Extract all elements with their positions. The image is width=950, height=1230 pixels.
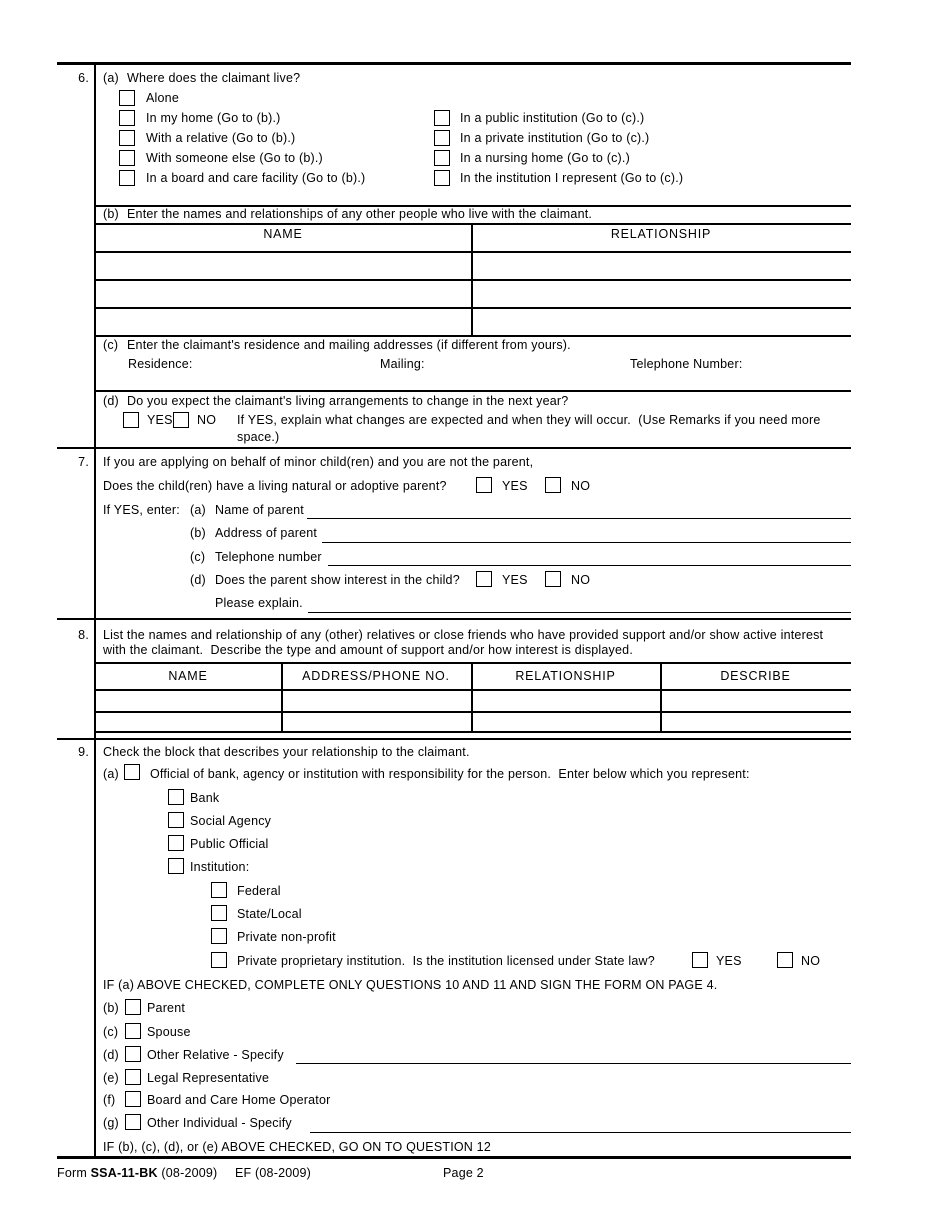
q6d-letter: (d) [103,394,119,408]
q9e-letter: (e) [103,1071,119,1085]
q7c-letter: (c) [190,550,206,564]
q8-cell-name-row1[interactable] [96,690,280,710]
q7-parent-no-label: NO [571,479,591,493]
q6c-mailing-field[interactable] [432,355,617,373]
q9-top-line [57,738,851,740]
q6a-public-institution-checkbox[interactable] [434,110,450,126]
q8-cell-address-row2[interactable] [283,712,470,730]
q7-parent-no-checkbox[interactable] [545,477,561,493]
q9a-private-nonprofit-label: Private non-profit [237,930,336,944]
q6b-cell-relationship-row3[interactable] [473,308,850,334]
q6a-letter: (a) [103,71,119,85]
q6a-relative-checkbox[interactable] [119,130,135,146]
q6a-private-institution-checkbox[interactable] [434,130,450,146]
q7c-telephone-number-line[interactable] [328,565,851,566]
q8-top-line [57,618,851,620]
q6a-relative-label: With a relative (Go to (b).) [146,131,296,145]
q7d-label: Does the parent show interest in the child? [215,573,460,587]
q7-line2: Does the child(ren) have a living natural or adoptive parent? [103,479,447,493]
q6b-cell-relationship-row1[interactable] [473,252,850,278]
q8-cell-relationship-row2[interactable] [473,712,659,730]
q8-line2: with the claimant. Describe the type and amount of support and/or how interest is displayed. [103,643,633,657]
q8-header-relationship: RELATIONSHIP [515,669,616,683]
q8-table-top-line [95,662,851,664]
footer-form-prefix: Form [57,1166,91,1180]
q9a-private-proprietary-checkbox[interactable] [211,952,227,968]
q8-line1: List the names and relationship of any (other) relatives or close friends who have provided support and/or show active interest [103,628,824,642]
q9a-licensed-no-checkbox[interactable] [777,952,793,968]
q7b-label: Address of parent [215,526,318,540]
q6a-someone-else-checkbox[interactable] [119,150,135,166]
q9a-official-label: Official of bank, agency or institution with responsibility for the person. Enter below which you represent: [150,767,750,781]
q6a-question: Where does the claimant live? [127,71,301,85]
q6a-someone-else-label: With someone else (Go to (b).) [146,151,323,165]
q6d-no-checkbox[interactable] [173,412,189,428]
q9a-social-agency-label: Social Agency [190,814,272,828]
q9a-official-checkbox[interactable] [124,764,140,780]
q9a-institution-checkbox[interactable] [168,858,184,874]
q6c-residence-label: Residence: [128,357,193,371]
q9e-legal-representative-checkbox[interactable] [125,1069,141,1085]
q6d-yes-checkbox[interactable] [123,412,139,428]
q8-table-bottom-line [95,731,851,733]
q7a-label: Name of parent [215,503,304,517]
q9f-board-care-operator-checkbox[interactable] [125,1091,141,1107]
q7-parent-yes-label: YES [502,479,528,493]
q9a-licensed-yes-checkbox[interactable] [692,952,708,968]
q6d-no-label: NO [197,413,217,427]
q6b-cell-name-row1[interactable] [96,252,470,278]
q9-if-bcde-instruction: IF (b), (c), (d), or (e) ABOVE CHECKED, GO ON TO QUESTION 12 [103,1140,491,1154]
q7d-yes-label: YES [502,573,528,587]
q9d-other-relative-checkbox[interactable] [125,1046,141,1062]
q6d-top-line [95,390,851,392]
q9a-institution-label: Institution: [190,860,250,874]
q6c-telephone-label: Telephone Number: [630,357,743,371]
q6a-alone-checkbox[interactable] [119,90,135,106]
q6c-telephone-field[interactable] [745,355,845,373]
q8-cell-describe-row2[interactable] [662,712,850,730]
q9g-letter: (g) [103,1116,119,1130]
q6a-institution-represent-checkbox[interactable] [434,170,450,186]
q9d-specify-line[interactable] [296,1063,851,1064]
footer-form-id [57,1166,217,1181]
q9a-bank-checkbox[interactable] [168,789,184,805]
footer-ef: EF (08-2009) [235,1166,312,1180]
q6c-text: Enter the claimant's residence and mailing addresses (if different from yours). [127,338,571,352]
q9a-social-agency-checkbox[interactable] [168,812,184,828]
q8-cell-name-row2[interactable] [96,712,280,730]
q9c-spouse-checkbox[interactable] [125,1023,141,1039]
q6b-text: Enter the names and relationships of any other people who live with the claimant. [127,207,593,221]
question8-number: 8. [78,628,89,642]
q9f-board-care-operator-label: Board and Care Home Operator [147,1093,331,1107]
q9a-state-local-checkbox[interactable] [211,905,227,921]
q9a-public-official-label: Public Official [190,837,269,851]
q7a-name-of-parent-line[interactable] [307,518,851,519]
q9g-specify-line[interactable] [310,1132,851,1133]
q7-line1: If you are applying on behalf of minor child(ren) and you are not the parent, [103,455,534,469]
q7-parent-yes-checkbox[interactable] [476,477,492,493]
q8-cell-relationship-row1[interactable] [473,690,659,710]
q6a-public-institution-label: In a public institution (Go to (c).) [460,111,645,125]
q9d-letter: (d) [103,1048,119,1062]
q7a-letter: (a) [190,503,206,517]
q6a-nursing-home-checkbox[interactable] [434,150,450,166]
q9b-parent-checkbox[interactable] [125,999,141,1015]
q9a-bank-label: Bank [190,791,220,805]
q8-header-name: NAME [168,669,208,683]
q9-intro: Check the block that describes your relationship to the claimant. [103,745,470,759]
q9a-licensed-no-label: NO [801,954,821,968]
question6-number: 6. [78,71,89,85]
q9a-licensed-yes-label: YES [716,954,742,968]
footer-form-rev: (08-2009) [157,1166,218,1180]
q6a-institution-represent-label: In the institution I represent (Go to (c).) [460,171,684,185]
q6b-table-top-line [95,223,851,225]
q6a-alone-label: Alone [146,91,179,105]
q7-please-explain-line[interactable] [308,612,851,613]
q9d-other-relative-label: Other Relative - Specify [147,1048,284,1062]
q7-please-explain-label: Please explain. [215,596,303,610]
q7-if-yes-label: If YES, enter: [103,503,180,517]
q9c-letter: (c) [103,1025,119,1039]
q6d-explain-line1: If YES, explain what changes are expected and when they will occur. (Use Remarks if you need more [237,413,821,427]
q6b-table-bottom-line [95,335,851,337]
q6c-residence-field[interactable] [200,355,370,373]
q7b-address-of-parent-line[interactable] [322,542,851,543]
q6b-cell-name-row2[interactable] [96,280,470,306]
q9a-federal-checkbox[interactable] [211,882,227,898]
q7d-yes-checkbox[interactable] [476,571,492,587]
q6c-letter: (c) [103,338,119,352]
q9b-letter: (b) [103,1001,119,1015]
footer-page-number: Page 2 [443,1166,484,1180]
q9a-private-proprietary-label: Private proprietary institution. Is the institution licensed under State law? [237,954,655,968]
q9e-legal-representative-label: Legal Representative [147,1071,270,1085]
q9a-state-local-label: State/Local [237,907,302,921]
q6a-private-institution-label: In a private institution (Go to (c).) [460,131,650,145]
q6b-letter: (b) [103,207,119,221]
q6a-board-care-checkbox[interactable] [119,170,135,186]
q7d-letter: (d) [190,573,206,587]
q6a-my-home-label: In my home (Go to (b).) [146,111,281,125]
q9c-spouse-label: Spouse [147,1025,191,1039]
q7-top-line [57,447,851,449]
q6c-mailing-label: Mailing: [380,357,425,371]
question9-number: 9. [78,745,89,759]
q8-header-describe: DESCRIBE [720,669,791,683]
top-border [57,62,851,65]
q7d-no-label: NO [571,573,591,587]
q9g-other-individual-checkbox[interactable] [125,1114,141,1130]
q6d-text: Do you expect the claimant's living arrangements to change in the next year? [127,394,569,408]
q6a-my-home-checkbox[interactable] [119,110,135,126]
q6b-cell-relationship-row2[interactable] [473,280,850,306]
q7c-label: Telephone number [215,550,322,564]
q9-if-a-instruction: IF (a) ABOVE CHECKED, COMPLETE ONLY QUESTIONS 10 AND 11 AND SIGN THE FORM ON PAGE 4. [103,978,718,992]
footer-form-number: SSA-11-BK [90,1166,158,1180]
q9g-other-individual-label: Other Individual - Specify [147,1116,292,1130]
q6b-cell-name-row3[interactable] [96,308,470,334]
q6d-yes-label: YES [147,413,173,427]
q7d-no-checkbox[interactable] [545,571,561,587]
q8-header-address: ADDRESS/PHONE NO. [302,669,450,683]
q6a-board-care-label: In a board and care facility (Go to (b).) [146,171,366,185]
q6b-header-relationship: RELATIONSHIP [610,227,712,241]
q9a-letter: (a) [103,767,119,781]
q6b-header-name: NAME [263,227,303,241]
question7-number: 7. [78,455,89,469]
q6d-explain-line2: space.) [237,430,280,444]
q9f-letter: (f) [103,1093,116,1107]
q9a-federal-label: Federal [237,884,281,898]
q7b-letter: (b) [190,526,206,540]
q9a-public-official-checkbox[interactable] [168,835,184,851]
q6a-nursing-home-label: In a nursing home (Go to (c).) [460,151,630,165]
bottom-border [57,1156,851,1159]
q8-cell-address-row1[interactable] [283,690,470,710]
q9a-private-nonprofit-checkbox[interactable] [211,928,227,944]
q9b-parent-label: Parent [147,1001,186,1015]
q8-cell-describe-row1[interactable] [662,690,850,710]
